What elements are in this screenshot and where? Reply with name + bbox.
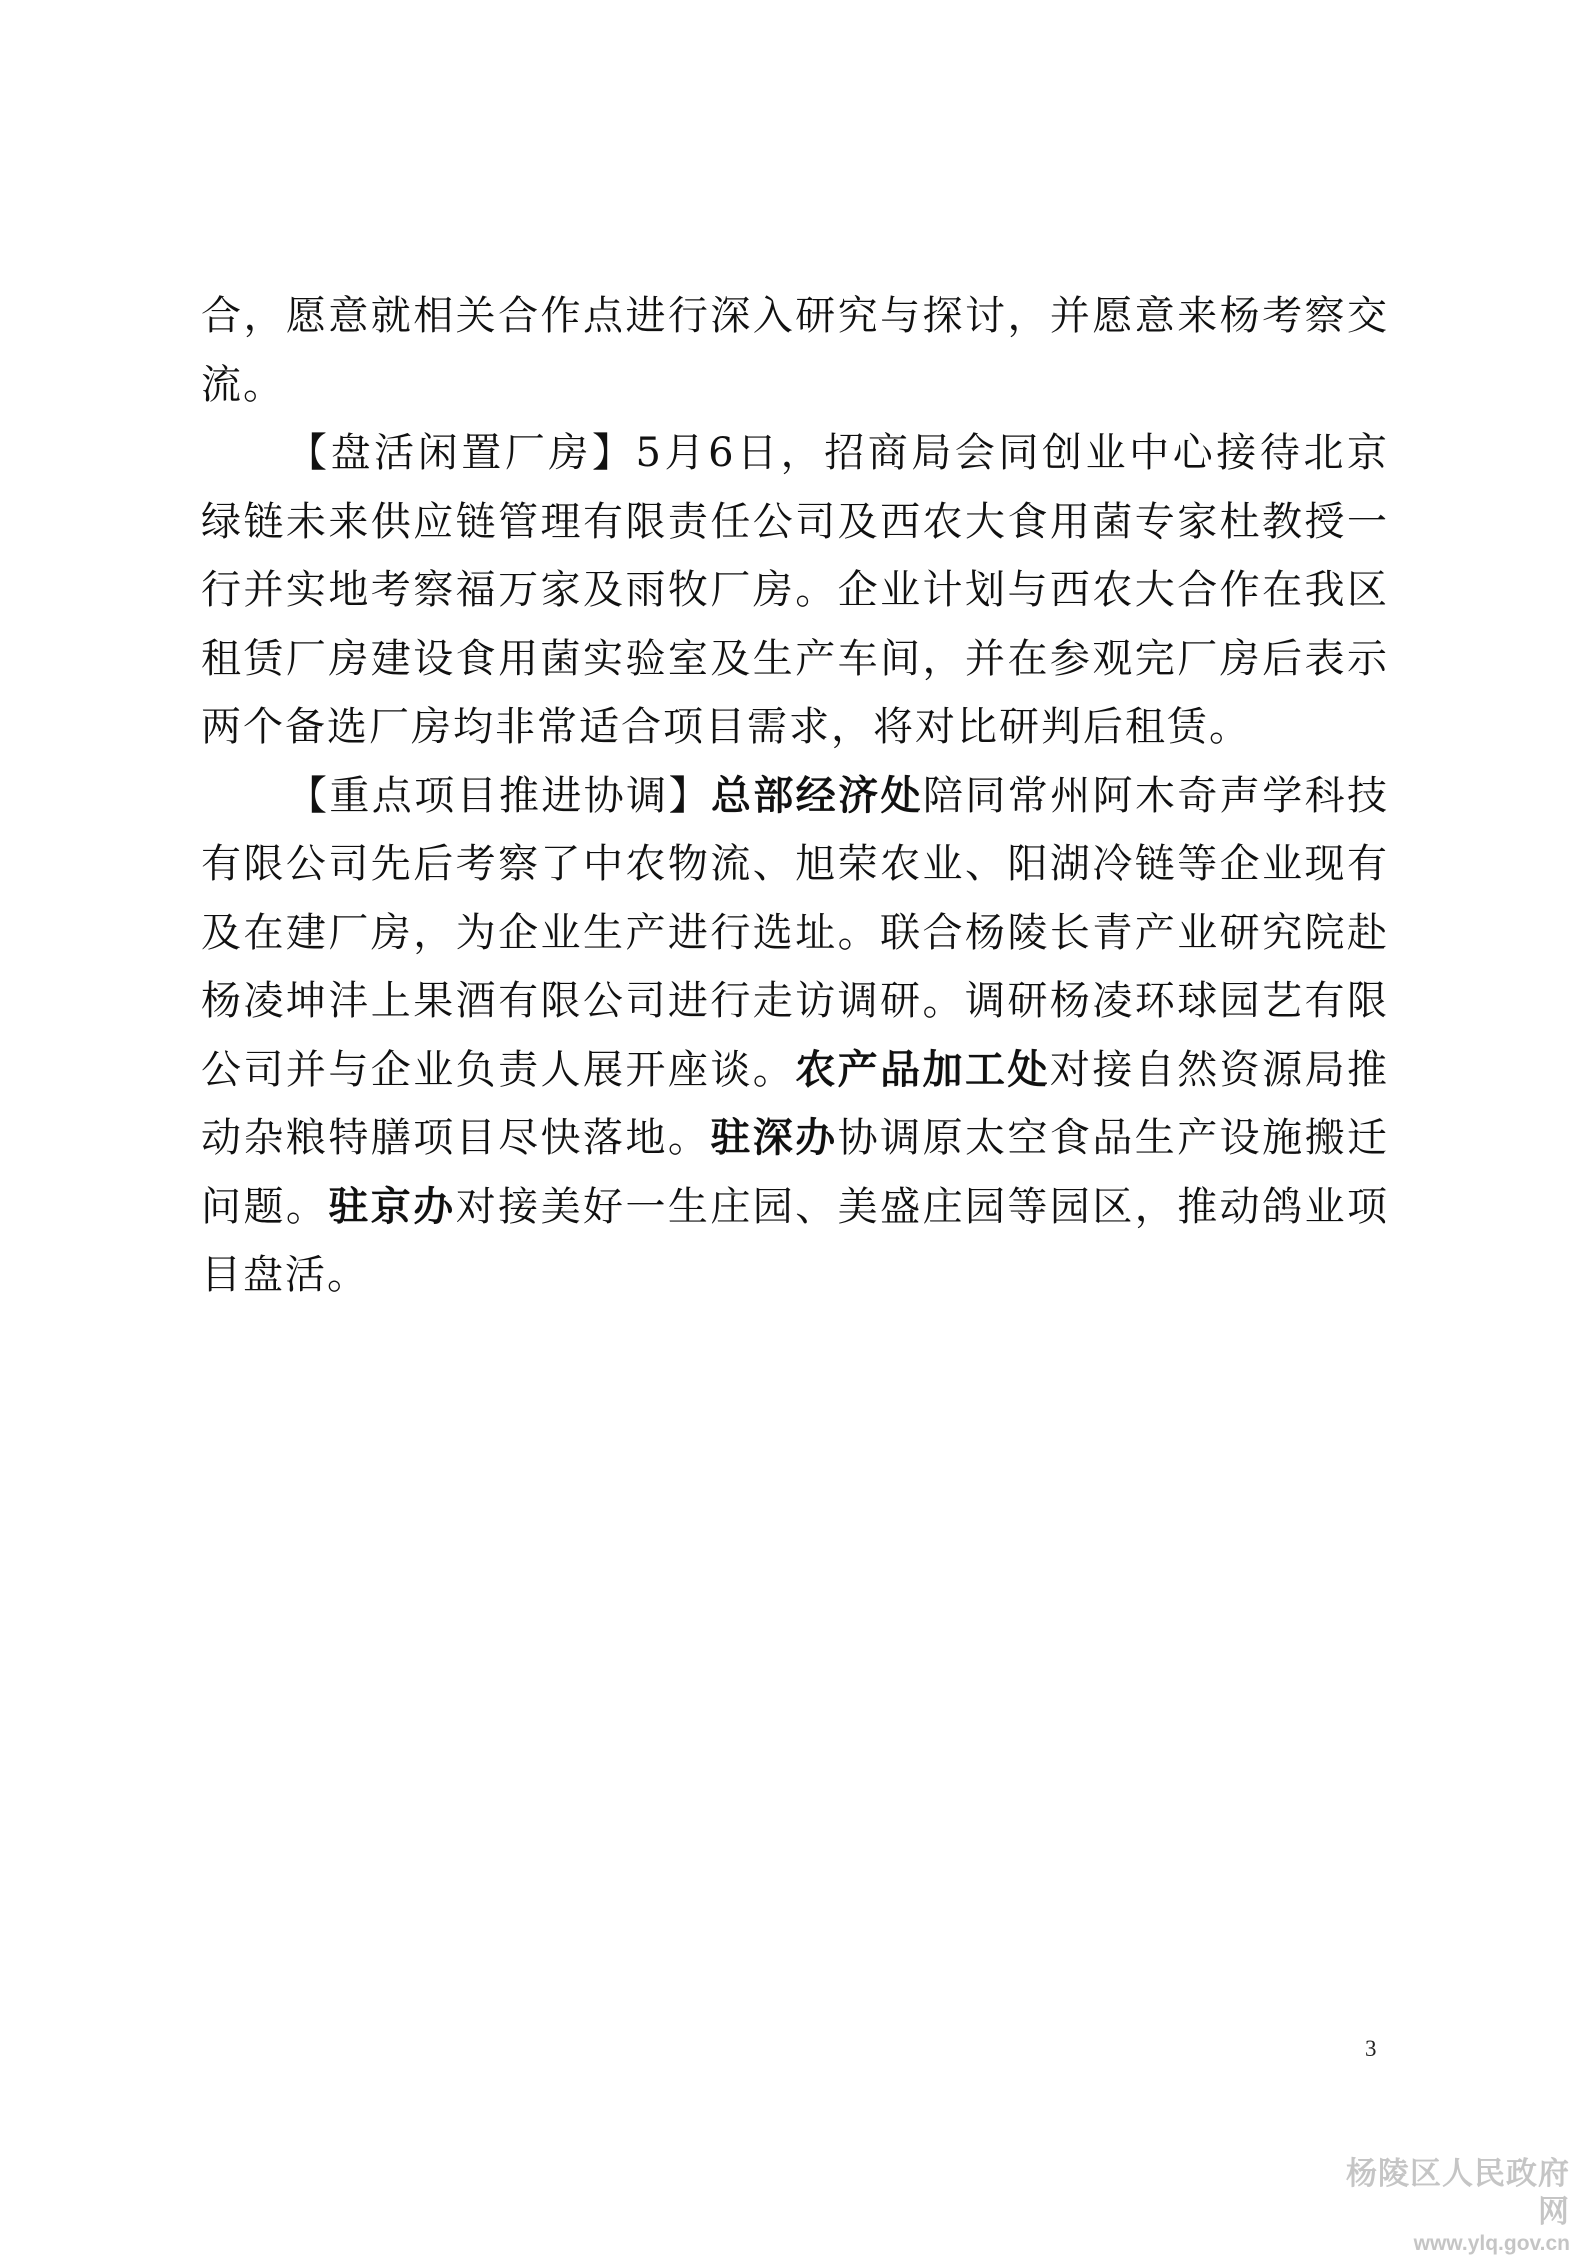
- continuation-paragraph: [201, 282, 1389, 419]
- watermark-site-name: 杨陵区人民政府网: [1346, 2156, 1570, 2230]
- agri-processing-dept-label: 农产品加工处: [795, 1045, 1050, 1093]
- key-project-heading: 【重点项目推进协调】: [287, 772, 711, 819]
- continuation-text: 合，愿意就相关合作点进行深入研究与探讨，并愿意来杨考察交流。: [201, 293, 1389, 408]
- agri-processing-dept-text: 对接自然资源局推动杂粮特膳项目尽快落地。: [201, 1046, 1390, 1161]
- hq-economy-dept-label: 总部经济处: [711, 771, 923, 819]
- key-project-paragraph: [201, 762, 1389, 1310]
- idle-factory-heading: 【盘活闲置厂房】: [287, 430, 636, 476]
- idle-factory-body: 5月6日，招商局会同创业中心接待北京绿链未来供应链管理有限责任公司及西农大食用菌专家杜教授一行并实地考察福万家及雨牧厂房。企业计划与西农大合作在我区租赁厂房建设食用菌实验室及生产车间，并在参观完厂房后表示两个备选厂房均非常适合项目需求，将对比研判后租赁。: [201, 430, 1389, 750]
- page-number: 3: [1365, 2036, 1377, 2061]
- document-body: [201, 282, 1389, 1310]
- hq-economy-dept-text: 陪同常州阿木奇声学科技有限公司先后考察了中农物流、旭荣农业、阳湖冷链等企业现有及在建厂房，为企业生产进行选址。联合杨陵长青产业研究院赴杨凌坤沣上果酒有限公司进行走访调研。调研杨凌环球园艺有限公司并与企业负责人展开座谈。: [201, 772, 1389, 1093]
- shenzhen-office-label: 驻深办: [710, 1114, 838, 1161]
- beijing-office-label: 驻京办: [328, 1182, 456, 1230]
- shenzhen-office-text: 协调原太空食品生产设施搬迁问题。: [201, 1115, 1390, 1230]
- watermark-url: www.ylq.gov.cn: [1413, 2232, 1570, 2255]
- site-watermark: [1330, 2155, 1570, 2257]
- beijing-office-text: 对接美好一生庄园、美盛庄园等园区，推动鸽业项目盘活。: [201, 1183, 1390, 1298]
- idle-factory-paragraph: [201, 419, 1389, 762]
